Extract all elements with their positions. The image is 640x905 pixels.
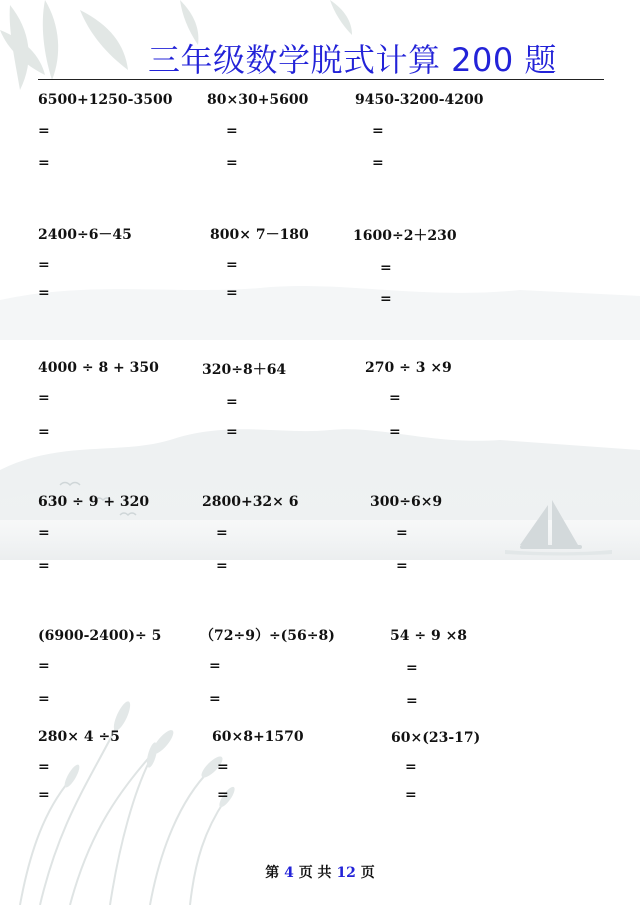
- problem-3: [355, 91, 555, 181]
- problem-6: [353, 227, 553, 317]
- problem-expression: 54 ÷ 9 ×8: [390, 628, 468, 644]
- answer-line-2: =: [38, 285, 50, 301]
- problem-16: [38, 728, 238, 818]
- problem-expression: 1600÷2＋230: [353, 228, 457, 244]
- answer-line-1: =: [38, 525, 50, 541]
- answer-line-2: =: [38, 787, 50, 803]
- answer-line-1: =: [396, 525, 408, 541]
- problem-expression: 800× 7－180: [210, 227, 309, 243]
- answer-line-1: =: [38, 257, 50, 273]
- problem-expression: 2400÷6－45: [38, 227, 132, 243]
- total-pages-number: 12: [336, 865, 356, 881]
- answer-line-2: =: [38, 691, 50, 707]
- answer-line-2: =: [38, 558, 50, 574]
- problem-expression: 9450-3200-4200: [355, 92, 484, 108]
- problem-expression: 630 ÷ 9 + 320: [38, 494, 150, 510]
- answer-line-2: =: [389, 424, 401, 440]
- problem-expression: 300÷6×9: [370, 494, 443, 510]
- problem-expression: 270 ÷ 3 ×9: [365, 360, 452, 376]
- problem-expression: 4000 ÷ 8 + 350: [38, 360, 159, 376]
- problem-expression: 6500+1250-3500: [38, 92, 173, 108]
- problem-expression: （72÷9）÷(56÷8): [200, 628, 335, 644]
- problem-17: [212, 728, 412, 818]
- problem-expression: (6900-2400)÷ 5: [38, 628, 162, 644]
- answer-line-1: =: [389, 390, 401, 406]
- problem-18: [391, 729, 591, 819]
- page-footer: [0, 862, 640, 882]
- problem-expression: 80×30+5600: [207, 92, 309, 108]
- answer-line-1: =: [380, 260, 392, 276]
- answer-line-1: =: [217, 759, 229, 775]
- problem-expression: 60×8+1570: [212, 729, 304, 745]
- answer-line-1: =: [38, 759, 50, 775]
- answer-line-2: =: [396, 558, 408, 574]
- answer-line-2: =: [38, 155, 50, 171]
- answer-line-1: =: [372, 123, 384, 139]
- answer-line-2: =: [209, 691, 221, 707]
- answer-line-1: =: [226, 123, 238, 139]
- answer-line-2: =: [380, 291, 392, 307]
- answer-line-2: =: [372, 155, 384, 171]
- answer-line-2: =: [405, 787, 417, 803]
- problem-9: [365, 359, 565, 449]
- answer-line-2: =: [226, 285, 238, 301]
- answer-line-2: =: [406, 693, 418, 709]
- problem-14: [200, 627, 400, 717]
- answer-line-1: =: [406, 660, 418, 676]
- answer-line-1: =: [226, 257, 238, 273]
- answer-line-1: =: [38, 123, 50, 139]
- current-page-number: 4: [284, 865, 294, 881]
- footer-suffix: 页: [360, 865, 375, 881]
- answer-line-1: =: [209, 658, 221, 674]
- answer-line-2: =: [217, 787, 229, 803]
- problem-expression: 2800+32× 6: [202, 494, 299, 510]
- page-title: 三年级数学脱式计算 200 题: [148, 41, 557, 79]
- answer-line-1: =: [226, 394, 238, 410]
- problem-expression: 280× 4 ÷5: [38, 729, 120, 745]
- answer-line-2: =: [226, 155, 238, 171]
- answer-line-2: =: [226, 424, 238, 440]
- problem-15: [390, 627, 590, 717]
- problem-12: [370, 493, 570, 583]
- answer-line-2: =: [38, 424, 50, 440]
- answer-line-1: =: [38, 390, 50, 406]
- problem-4: [38, 226, 238, 316]
- problem-expression: 320÷8＋64: [202, 362, 287, 378]
- footer-prefix: 第: [265, 865, 280, 881]
- footer-middle: 页 共: [298, 865, 332, 881]
- answer-line-1: =: [216, 525, 228, 541]
- answer-line-1: =: [38, 658, 50, 674]
- answer-line-2: =: [216, 558, 228, 574]
- title-underline: [38, 79, 604, 80]
- answer-line-1: =: [405, 759, 417, 775]
- problem-expression: 60×(23-17): [391, 730, 481, 746]
